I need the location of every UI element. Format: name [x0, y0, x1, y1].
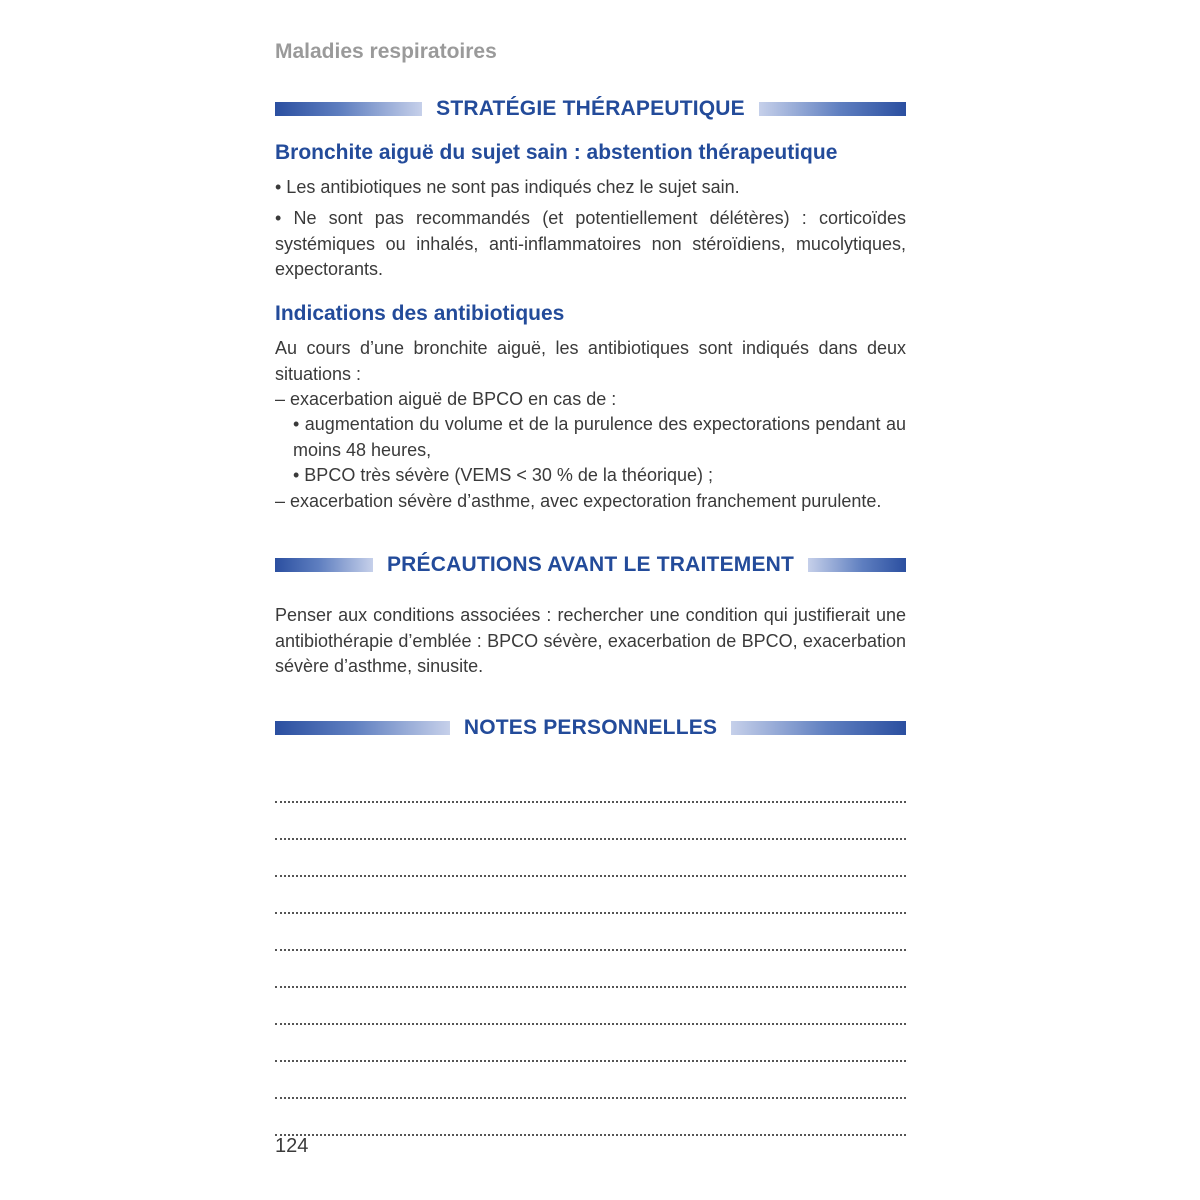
note-line[interactable] [275, 1099, 906, 1136]
note-line[interactable] [275, 877, 906, 914]
indication-item-bpco: – exacerbation aiguë de BPCO en cas de : [275, 389, 617, 409]
running-head: Maladies respiratoires [275, 40, 497, 63]
indications-intro: Au cours d’une bronchite aiguë, les antibiotiques sont indiqués dans deux situations : [275, 338, 906, 384]
indication-subbullet-vems: • BPCO très sévère (VEMS < 30 % de la théorique) ; [293, 465, 713, 485]
section-header-precautions [275, 550, 906, 580]
section-header-strategy [275, 94, 906, 124]
subheading-bronchite: Bronchite aiguë du sujet sain : abstention thérapeutique [275, 141, 838, 164]
note-line[interactable] [275, 803, 906, 840]
note-line[interactable] [275, 951, 906, 988]
header-bar-left [275, 558, 373, 572]
note-line[interactable] [275, 840, 906, 877]
header-bar-left [275, 102, 422, 116]
indication-item-asthme: – exacerbation sévère d’asthme, avec expectoration franchement purulente. [275, 491, 882, 511]
note-line[interactable] [275, 988, 906, 1025]
section-title-precautions: PRÉCAUTIONS AVANT LE TRAITEMENT [386, 553, 795, 576]
header-bar-right [808, 558, 906, 572]
section-header-notes [275, 713, 906, 743]
bullet-non-recommandes: • Ne sont pas recommandés (et potentiellement délétères) : corticoïdes systémiques ou inhalés, anti-inflammatoires non stéroïdiens, mucolytiques, expectorants. [275, 208, 906, 279]
subheading-indications: Indications des antibiotiques [275, 302, 565, 325]
section-title-notes: NOTES PERSONNELLES [463, 716, 718, 739]
notes-area[interactable] [275, 766, 906, 1136]
page-number: 124 [275, 1135, 309, 1157]
precautions-text: Penser aux conditions associées : rechercher une condition qui justifierait une antibiothérapie d’emblée : BPCO sévère, exacerbation de BPCO, exacerbation sévère d’asthme, sinusite. [275, 605, 906, 676]
header-bar-left [275, 721, 450, 735]
section-title-strategy: STRATÉGIE THÉRAPEUTIQUE [436, 97, 745, 120]
note-line[interactable] [275, 766, 906, 803]
note-line[interactable] [275, 914, 906, 951]
header-bar-right [731, 721, 906, 735]
note-line[interactable] [275, 1062, 906, 1099]
note-line[interactable] [275, 1025, 906, 1062]
indication-subbullet-purulence: • augmentation du volume et de la purulence des expectorations pendant au moins 48 heures, [293, 414, 906, 460]
bullet-antibiotiques: • Les antibiotiques ne sont pas indiqués chez le sujet sain. [275, 177, 740, 197]
header-bar-right [759, 102, 906, 116]
